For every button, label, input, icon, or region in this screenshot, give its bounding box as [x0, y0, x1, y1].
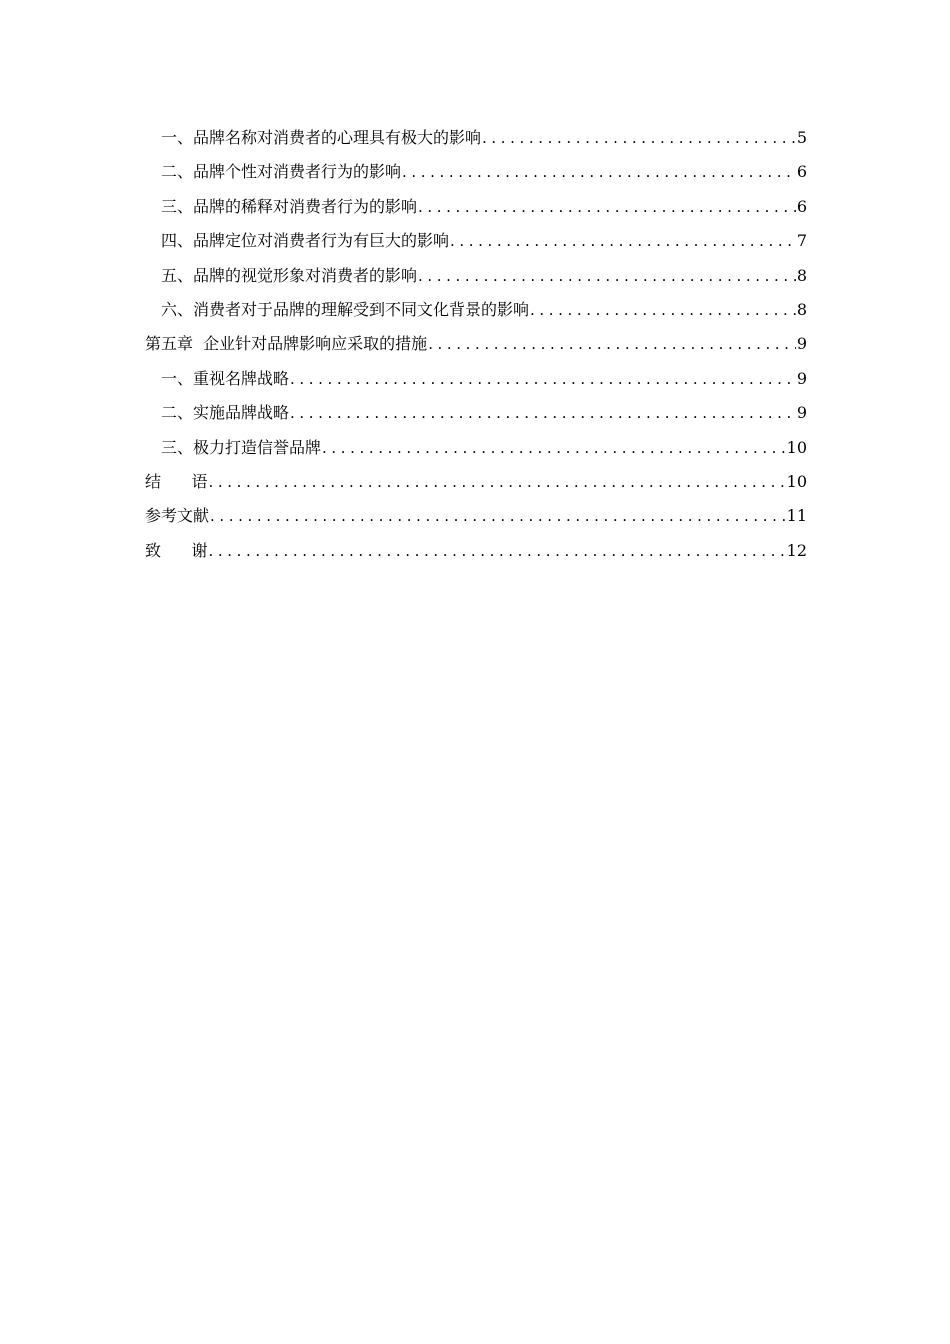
toc-entry-page: 10 — [786, 437, 807, 457]
toc-entry[interactable] — [145, 362, 807, 396]
toc-leader-dots — [322, 431, 786, 465]
toc-leader-dots — [428, 327, 796, 361]
toc-entry-page: 7 — [796, 231, 807, 251]
toc-leader-dots — [418, 190, 796, 224]
toc-leader-dots — [290, 362, 796, 396]
toc-entry-title: 三、品牌的稀释对消费者行为的影响 — [161, 196, 418, 216]
toc-entry-title: 五、品牌的视觉形象对消费者的影响 — [161, 265, 418, 285]
toc-chapter-entry[interactable] — [145, 499, 807, 533]
toc-entry-page: 10 — [786, 471, 807, 491]
toc-chapter-entry[interactable] — [145, 534, 807, 568]
toc-entry-title: 二、品牌个性对消费者行为的影响 — [161, 162, 402, 182]
toc-leader-dots — [209, 465, 786, 499]
toc-leader-dots — [290, 396, 796, 430]
toc-leader-dots — [482, 121, 796, 155]
toc-leader-dots — [402, 155, 796, 189]
toc-chapter-entry[interactable] — [145, 327, 807, 361]
toc-leader-dots — [210, 499, 786, 533]
toc-entry-title: 参考文献 — [145, 506, 210, 526]
toc-leader-dots — [418, 259, 796, 293]
toc-entry-title: 四、品牌定位对消费者行为有巨大的影响 — [161, 231, 450, 251]
toc-entry-title: 六、消费者对于品牌的理解受到不同文化背景的影响 — [161, 299, 530, 319]
toc-entry-page: 12 — [786, 540, 807, 560]
toc-entry[interactable] — [145, 396, 807, 430]
toc-entry-title: 第五章 企业针对品牌影响应采取的措施 — [145, 334, 428, 354]
table-of-contents — [145, 121, 807, 568]
toc-entry-page: 11 — [786, 506, 807, 526]
toc-leader-dots — [530, 293, 796, 327]
toc-entry[interactable] — [145, 121, 807, 155]
toc-entry-page: 9 — [796, 403, 807, 423]
toc-entry[interactable] — [145, 224, 807, 258]
toc-entry-page: 5 — [796, 128, 807, 147]
toc-entry-title: 致 谢 — [145, 540, 208, 560]
toc-leader-dots — [209, 534, 786, 568]
toc-entry-page: 9 — [796, 334, 807, 354]
toc-entry-page: 6 — [796, 162, 807, 182]
toc-entry-title: 一、重视名牌战略 — [161, 368, 290, 388]
toc-entry-title: 结 语 — [145, 471, 208, 491]
toc-entry-title: 二、实施品牌战略 — [161, 403, 290, 423]
toc-leader-dots — [450, 224, 796, 258]
toc-entry-title: 三、极力打造信誉品牌 — [161, 437, 322, 457]
toc-entry[interactable] — [145, 259, 807, 293]
toc-entry[interactable] — [145, 190, 807, 224]
toc-entry-page: 6 — [796, 196, 807, 216]
toc-entry-page: 9 — [796, 368, 807, 388]
toc-entry-page: 8 — [796, 299, 807, 319]
toc-chapter-entry[interactable] — [145, 465, 807, 499]
toc-entry[interactable] — [145, 155, 807, 189]
toc-entry-page: 8 — [796, 265, 807, 285]
toc-entry-title: 一、品牌名称对消费者的心理具有极大的影响 — [161, 128, 482, 147]
toc-entry[interactable] — [145, 431, 807, 465]
toc-entry[interactable] — [145, 293, 807, 327]
